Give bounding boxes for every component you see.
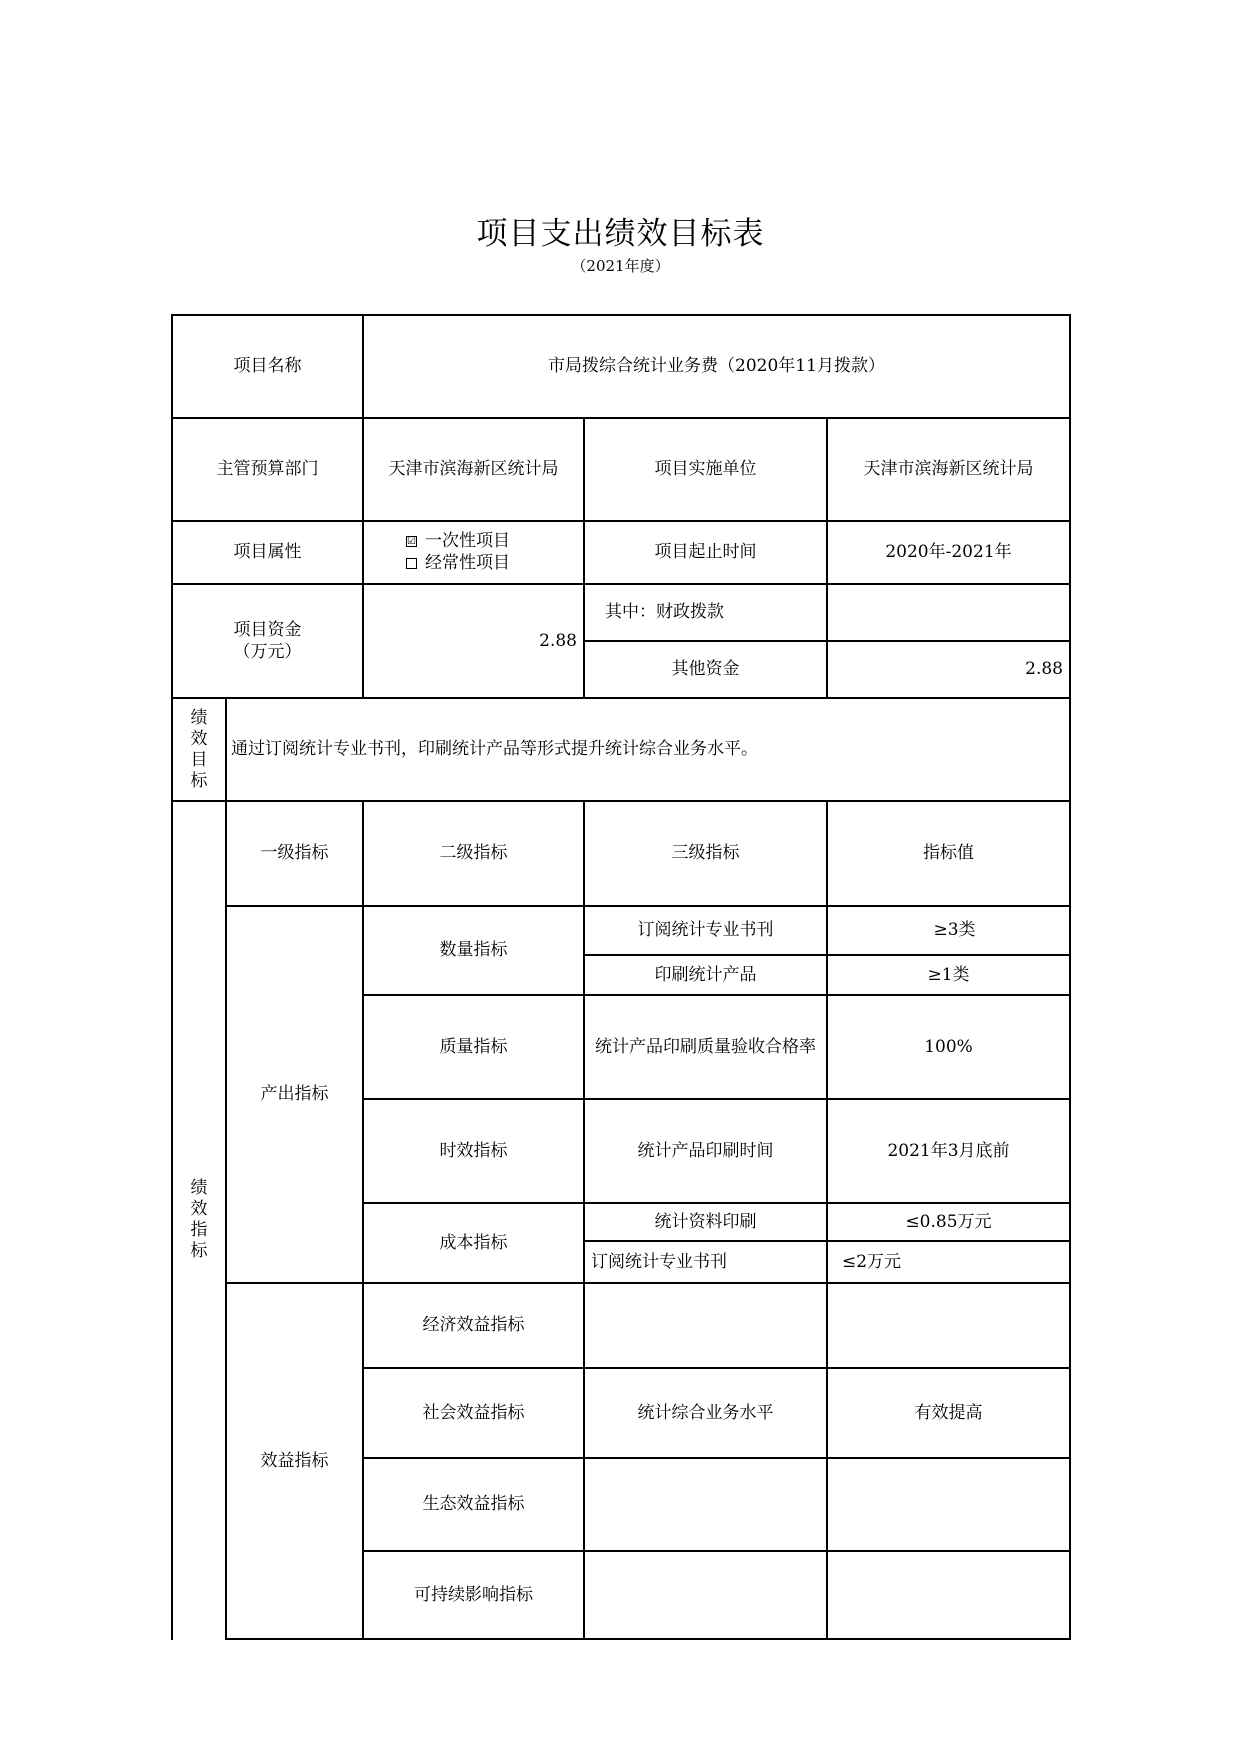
- goal-label-char: 绩: [190, 707, 208, 728]
- quantity-row-name: 订阅统计专业书刊: [637, 920, 774, 941]
- cost-row-value: ≤2万元: [842, 1251, 902, 1272]
- quantity-row-value: ≥3类: [933, 920, 976, 941]
- cost-row-name: 订阅统计专业书刊: [591, 1251, 727, 1272]
- attr-label: 项目属性: [233, 542, 302, 563]
- sustain-indicator-label: 可持续影响指标: [414, 1584, 533, 1605]
- cost-indicator-label: 成本指标: [439, 1232, 508, 1253]
- indicators-label-char: 标: [190, 1241, 208, 1261]
- quantity-indicator-label: 数量指标: [439, 940, 508, 961]
- goal-label-char: 效: [190, 728, 208, 749]
- project-name-label: 项目名称: [233, 356, 302, 377]
- fund-unit-text: （万元）: [233, 642, 302, 662]
- cost-row-value: ≤0.85万元: [905, 1211, 992, 1232]
- period-value: 2020年-2021年: [885, 542, 1012, 563]
- period-label: 项目起止时间: [654, 542, 757, 563]
- fiscal-label: 其中：财政拨款: [605, 602, 724, 623]
- attr-options: [364, 522, 583, 583]
- other-value: 2.88: [1025, 659, 1063, 680]
- dept-label: 主管预算部门: [216, 459, 319, 480]
- table-border-bottom: [225, 1638, 1071, 1640]
- economic-indicator-label: 经济效益指标: [422, 1315, 525, 1336]
- quality-row-value: 100%: [924, 1036, 973, 1057]
- attr-option-recurring[interactable]: [406, 553, 510, 575]
- other-label: 其他资金: [671, 659, 740, 680]
- fund-total: 2.88: [539, 630, 577, 651]
- attr-option-label: 一次性项目: [425, 531, 510, 552]
- table-border-right: [1069, 314, 1071, 1640]
- indicators-label-char: 指: [190, 1220, 208, 1240]
- goal-label-char: 目: [190, 749, 208, 770]
- header-level3: 三级指标: [671, 843, 740, 864]
- fund-label: [173, 585, 362, 697]
- impl-value: 天津市滨海新区统计局: [863, 459, 1034, 480]
- time-indicator-label: 时效指标: [439, 1140, 508, 1161]
- social-row-name: 统计综合业务水平: [637, 1402, 774, 1423]
- attr-option-onetime[interactable]: [406, 531, 510, 553]
- header-value: 指标值: [923, 843, 974, 864]
- dept-value: 天津市滨海新区统计局: [388, 459, 559, 480]
- output-indicator-label: 产出指标: [260, 1084, 329, 1105]
- goal-label: [173, 699, 225, 800]
- goal-text: 通过订阅统计专业书刊，印刷统计产品等形式提升统计综合业务水平。: [231, 739, 758, 760]
- page-title: 项目支出绩效目标表: [476, 216, 765, 252]
- indicators-label-char: 绩: [190, 1178, 208, 1198]
- header-level2: 二级指标: [439, 843, 508, 864]
- project-name-value: 市局拨综合统计业务费（2020年11月拨款）: [548, 356, 885, 377]
- quality-row-name: 统计产品印刷质量验收合格率: [595, 1036, 816, 1057]
- time-row-name: 统计产品印刷时间: [637, 1140, 774, 1161]
- indicators-label-char: 效: [190, 1199, 208, 1219]
- goal-label-char: 标: [190, 770, 208, 791]
- benefit-indicator-label: 效益指标: [260, 1450, 329, 1471]
- checked-box-icon[interactable]: ☑: [407, 536, 416, 547]
- impl-label: 项目实施单位: [654, 459, 757, 480]
- quantity-row-value: ≥1类: [927, 964, 970, 985]
- quantity-row-name: 印刷统计产品: [654, 964, 757, 985]
- cost-row-name: 统计资料印刷: [654, 1211, 757, 1232]
- social-row-value: 有效提高: [914, 1402, 983, 1423]
- header-level1: 一级指标: [260, 843, 329, 864]
- social-indicator-label: 社会效益指标: [422, 1402, 525, 1423]
- quality-indicator-label: 质量指标: [439, 1036, 508, 1057]
- indicators-label: [173, 802, 225, 1638]
- attr-option-label: 经常性项目: [425, 553, 510, 574]
- unchecked-box-icon[interactable]: [406, 558, 417, 569]
- fiscal-value: [828, 585, 1069, 640]
- time-row-value: 2021年3月底前: [887, 1140, 1010, 1161]
- page-subtitle-year: （2021年度）: [571, 257, 670, 275]
- fund-label-text: 项目资金: [233, 619, 302, 640]
- ecology-indicator-label: 生态效益指标: [422, 1494, 525, 1515]
